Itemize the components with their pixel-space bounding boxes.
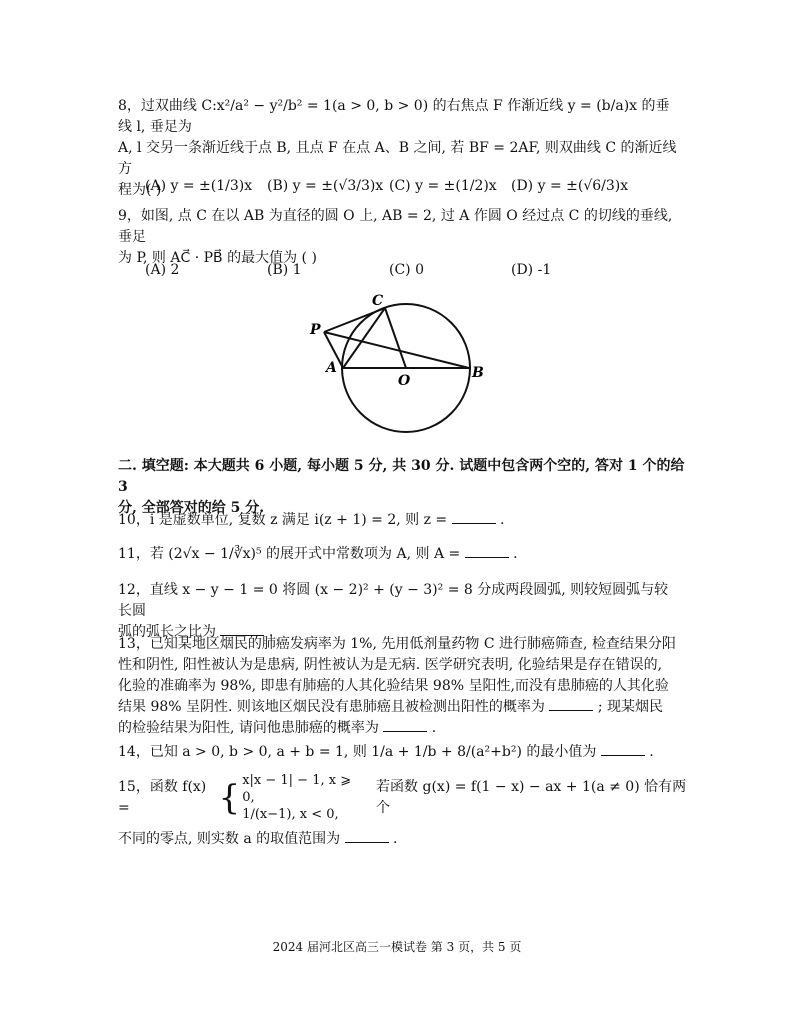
q15-end: . [388, 831, 398, 847]
q13-line5: 的检验结果为阳性, 请问他患肺癌的概率为 [118, 720, 384, 736]
q8-option-b[interactable]: (B) y = ±(√3/3)x [267, 178, 384, 194]
q11-end: . [508, 546, 518, 562]
q13-line4: 结果 98% 呈阴性. 则该地区烟民没有患肺癌且被检测出阳性的概率为 [118, 699, 550, 715]
q8-option-c[interactable]: (C) y = ±(1/2)x [389, 178, 497, 194]
q12-end: . [264, 624, 274, 640]
label-b: B [472, 365, 484, 381]
section-2-line2: 分, 全部答对的给 5 分. [118, 500, 265, 516]
q10-end: . [495, 512, 505, 528]
q9-options [145, 262, 665, 278]
circle-figure [300, 288, 500, 438]
segment-co [385, 308, 406, 368]
q13-line3: 化验的准确率为 98%, 即患有肺癌的人其化验结果 98% 呈阳性,而没有患肺癌的人其化验 [118, 678, 669, 694]
q15-case-1: x|x − 1| − 1, x ⩾ 0, [242, 773, 352, 805]
q13-line2: 性和阴性, 阳性被认为是患病, 阴性被认为是无病. 医学研究表明, 化验结果是存在错误的, [118, 657, 663, 673]
q13-end: . [427, 720, 437, 736]
q12-line1: 12，直线 x − y − 1 = 0 将圆 (x − 2)² + (y − 3)² = 8 分成两段圆弧, 则较短圆弧与较长圆 [118, 582, 669, 619]
q13-answer-blank-1[interactable] [549, 698, 593, 711]
q8-option-a[interactable]: (A) y = ±(1/3)x [145, 178, 253, 194]
q9-line1: 9，如图, 点 C 在以 AB 为直径的圆 O 上, AB = 2, 过 A 作圆 O 经过点 C 的切线的垂线,垂足 [118, 208, 673, 245]
question-9 [118, 206, 678, 269]
q13-answer-blank-2[interactable] [383, 719, 427, 732]
q10-text: 10，i 是虚数单位, 复数 z 满足 i(z + 1) = 2, 则 z = [118, 512, 452, 528]
q15-line2: 不同的零点, 则实数 a 的取值范围为 [118, 831, 345, 847]
q9-option-d[interactable]: (D) -1 [511, 262, 552, 278]
q15-suffix: 若函数 g(x) = f(1 − x) − ax + 1(a ≠ 0) 恰有两个 [376, 778, 687, 816]
q14-answer-blank[interactable] [601, 743, 645, 756]
q9-option-b[interactable]: (B) 1 [267, 262, 302, 278]
question-13 [118, 634, 678, 739]
q8-options [145, 178, 665, 194]
q9-line2: 为 P, 则 AC⃗ · PB⃗ 的最大值为 ( ) [118, 250, 317, 266]
label-c: C [372, 293, 384, 309]
q14-text: 14，已知 a > 0, b > 0, a + b = 1, 则 1/a + 1/b + 8/(a²+b²) 的最小值为 [118, 744, 601, 760]
q13-line1: 13，已知某地区烟民的肺癌发病率为 1%, 先用低剂量药物 C 进行肺癌筛查, 检查结果分阳 [118, 636, 676, 652]
q14-end: . [644, 744, 654, 760]
question-11 [118, 544, 678, 565]
q9-option-c[interactable]: (C) 0 [389, 262, 424, 278]
question-15 [118, 772, 688, 850]
q10-answer-blank[interactable] [452, 511, 496, 524]
q8-line2: A, l 交另一条渐近线于点 B, 且点 F 在点 A、B 之间, 若 BF = 2AF, 则双曲线 C 的渐近线方 [118, 140, 677, 177]
q15-prefix: 15，函数 f(x) = [118, 778, 207, 816]
q11-text: 11，若 (2√x − 1/∛x)⁵ 的展开式中常数项为 A, 则 A = [118, 546, 465, 562]
q15-piecewise [219, 772, 363, 823]
q11-answer-blank[interactable] [465, 545, 509, 558]
q9-option-a[interactable]: (A) 2 [145, 262, 180, 278]
label-p: P [310, 322, 321, 338]
q12-line2: 弧的弧长之比为 [118, 624, 221, 640]
page-footer: 2024 届河北区高三一模试卷 第 3 页，共 5 页 [272, 940, 522, 954]
q15-answer-blank[interactable] [345, 830, 389, 843]
brace-icon: { [218, 777, 241, 818]
q13-line4-end: ; 现某烟民 [593, 699, 663, 715]
question-14 [118, 742, 678, 763]
question-10 [118, 510, 678, 531]
section-2-line1: 二. 填空题: 本大题共 6 小题, 每小题 5 分, 共 30 分. 试题中包含两个空的, 答对 1 个的给 3 [118, 458, 685, 495]
q8-line3: 程为( ) [118, 182, 162, 198]
q8-line1: 8，过双曲线 C:x²/a² − y²/b² = 1(a > 0, b > 0) 的右焦点 F 作渐近线 y = (b/a)x 的垂线 l, 垂足为 [118, 98, 670, 135]
q15-case-2: 1/(x−1), x < 0, [242, 807, 339, 822]
label-a: A [326, 360, 337, 376]
label-o: O [398, 373, 411, 389]
q8-option-d[interactable]: (D) y = ±(√6/3)x [511, 178, 629, 194]
